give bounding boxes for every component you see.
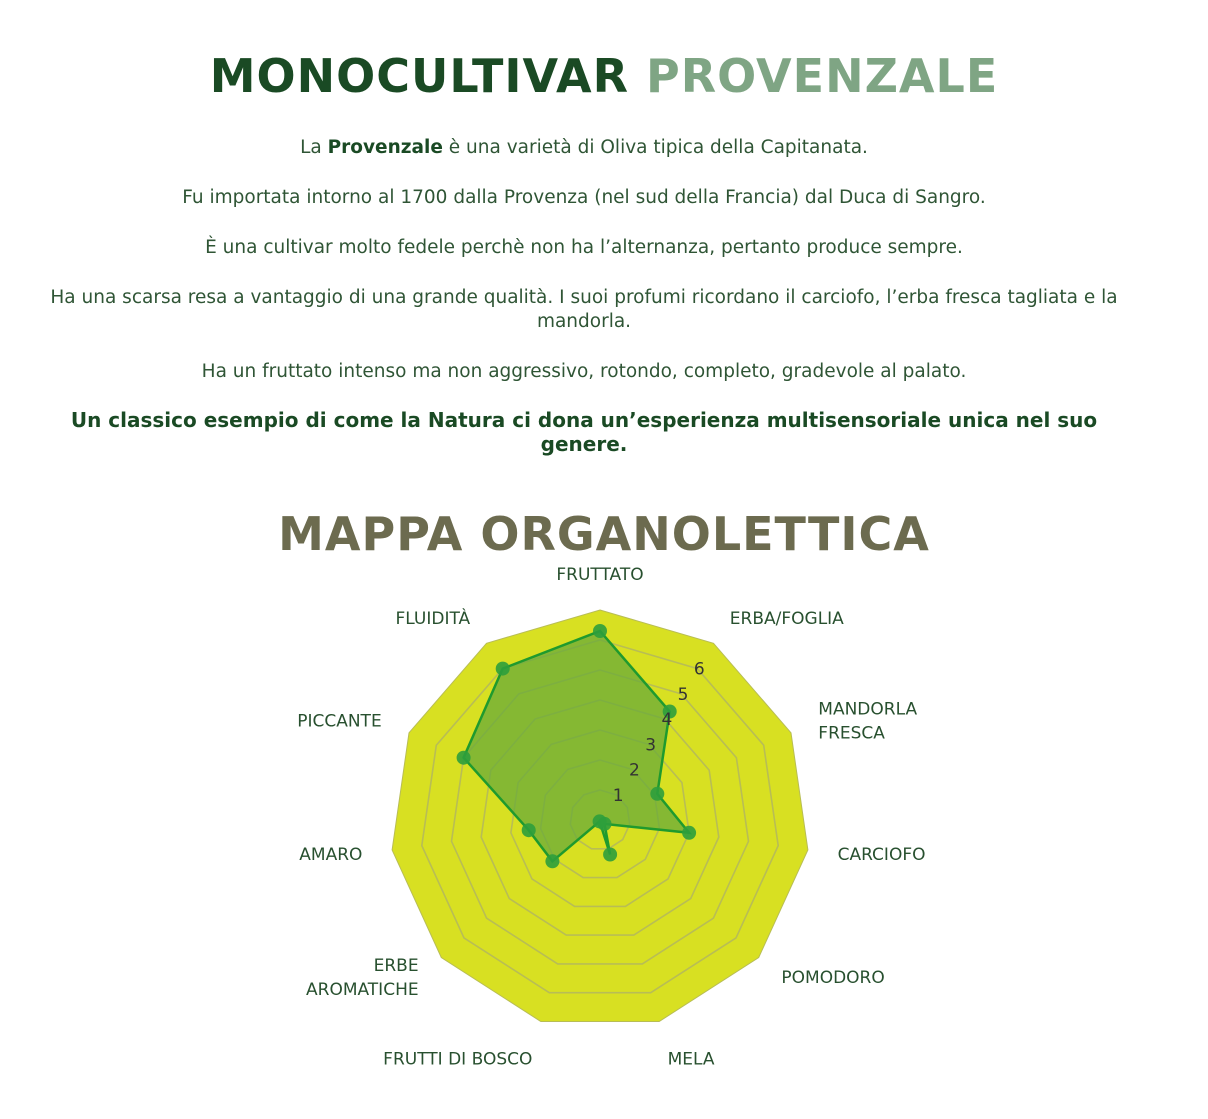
intro-paragraph-2: Fu importata intorno al 1700 dalla Provenza (nel sud della Francia) dal Duca di Sangro. [182,187,986,208]
axis-label: FRUTTATO [556,565,644,585]
data-point [496,662,510,676]
data-point [603,848,617,862]
title-part-monocultivar: MONOCULTIVAR [209,49,630,103]
data-point [593,814,607,828]
data-point [522,823,536,837]
tick-label: 6 [693,659,705,680]
tick-label: 3 [645,735,657,756]
axis-label: ERBA/FOGLIA [729,609,844,630]
section-title: MAPPA ORGANOLETTICA [278,507,930,561]
tick-label: 2 [628,760,640,781]
axis-label: FLUIDITÀ [395,609,471,630]
closing-statement: Un classico esempio di come la Natura ci dona un’esperienza multisensoriale unica nel suo genere. [70,408,1098,456]
axis-label: FRUTTI DI BOSCO [383,1049,533,1070]
data-point [682,826,696,840]
axis-label: PICCANTE [297,711,382,732]
axis-label: ERBE AROMATICHE [306,956,419,1001]
axis-label: POMODORO [781,968,885,989]
intro-paragraph-5: Ha un fruttato intenso ma non aggressivo, rotondo, completo, gradevole al palato. [201,361,967,382]
axis-label: CARCIOFO [837,845,926,866]
variety-name: Provenzale [327,137,443,158]
tick-label: 5 [677,684,689,705]
title-part-provenzale: PROVENZALE [646,49,999,103]
axis-label: AMARO [299,845,363,866]
tick-label: 1 [612,785,624,806]
tick-label: 4 [661,710,673,730]
axis-label: MELA [667,1049,715,1070]
axis-label: MANDORLA FRESCA [818,699,918,744]
intro-paragraph-3: È una cultivar molto fedele perchè non ha l’alternanza, pertanto produce sempre. [205,237,963,258]
data-point [457,751,471,765]
data-point [650,787,664,801]
data-point [593,624,607,638]
intro-paragraph-4: Ha una scarsa resa a vantaggio di una grande qualità. I suoi profumi ricordano il carciofo, l’erba fresca tagliata e la mandorla. [50,287,1118,332]
data-point [545,854,559,868]
intro-paragraph-1: La Provenzale è una varietà di Oliva tipica della Capitanata. [300,137,868,158]
